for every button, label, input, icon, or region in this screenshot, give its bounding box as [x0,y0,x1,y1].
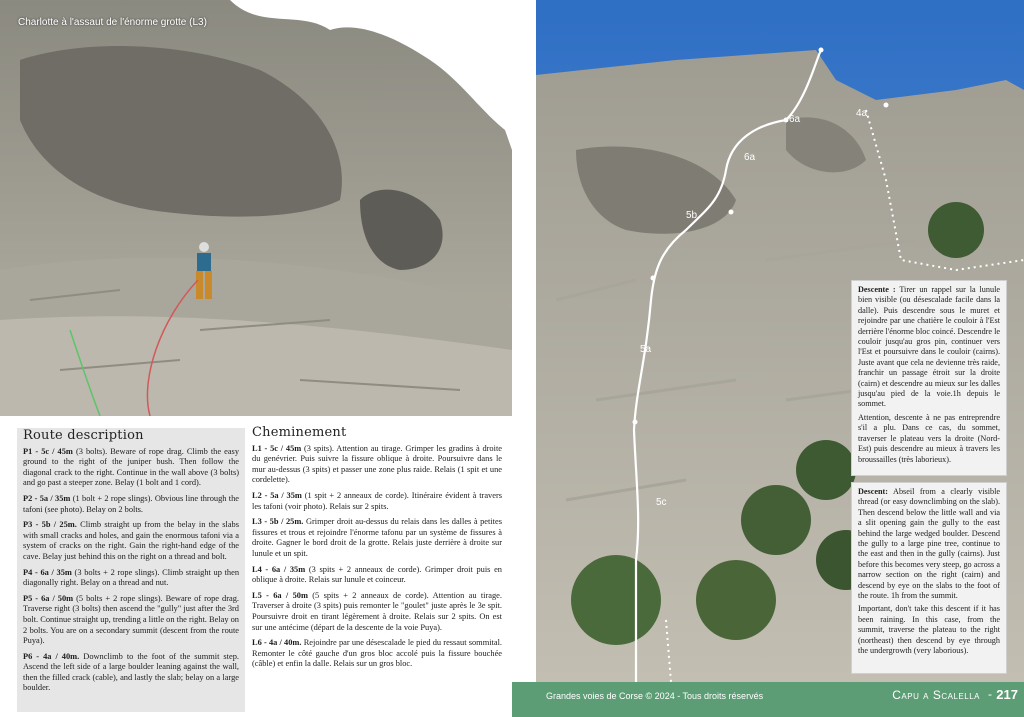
footer-copyright: Grandes voies de Corse © 2024 - Tous droits réservés [546,691,764,701]
pitch-p6: P6 - 4a / 40m. Downclimb to the foot of the summit step. Ascend the left side of a large boulder leaning against the wall, then the filled crack (cable), and lastly the slab; belay on a large boulder. [23,651,239,693]
pitch-label-5a: 5a [640,344,652,355]
pitch-p3: P3 - 5b / 25m. Climb straight up from the belay in the slabs with small cracks and holes, and gain the enormous tafoni via a system of cracks on the right. Gain the right-hand edge of the cave. Belay just behind this on the right on a thread and bolt. [23,520,239,561]
route-description-title: Route description [23,428,144,443]
page-footer [512,682,1024,717]
descent-box-fr [851,280,1007,476]
pitch-label-5c: 5c [656,497,667,508]
descent-fr-text: Tirer un rappel sur la lunule bien visible (ou désescalade facile dans la dalle). Puis descendre sous le muret et rejoindre par une chatière le couloir à l'Est derrière l'énorme bloc coincé. Descendre le couloir jusqu'au gros pin, continuer vers l'Est et poursuivre dans le couloir (cairns). Juste avant que cela ne devienne très raide, franchir un passage étroit sur la droite (cairn) et descendre au mieux sur les dalles jusqu'au pied de la voie.1h depuis le sommet. [858,285,1000,409]
pitch-l2: L2 - 5a / 35m (1 spit + 2 anneaux de corde). Itinéraire évident à travers les tafoni (voir photo). Relais sur 2 spits. [252,490,502,511]
pitch-label-6a: 6a [744,152,756,163]
pitch-p1: P1 - 5c / 45m (3 bolts). Beware of rope drag. Climb the easy ground to the right of the juniper bush. Then follow the diagonal crack to the right. Continue in the wall above (3 bolts) and go past a steeper zone. Belay (1 bolt and 1 cord). [23,446,240,488]
cheminement-fr [252,425,502,675]
pitch-l5: L5 - 6a / 50m (5 spits + 2 anneaux de corde). Attention au tirage. Traverser à droite (3 spits) puis remonter le "goulet" juste après le 3e spit. Poursuivre droit en tirant légèrement à droite. Relais sur 2 spits. On est sur une antécime (départ de la descente de la voie Puya). [252,590,502,632]
route-description-en [17,428,245,712]
descent-en-head: Descent: [858,487,889,496]
pitch-p2: P2 - 5a / 35m (1 bolt + 2 rope slings). Obvious line through the tafoni (see photo). Belay on 2 bolts. [23,493,239,514]
pitch-l4: L4 - 6a / 35m (3 spits + 2 anneaux de corde). Grimper droit puis en oblique à droite. Relais sur lunule et coinceur. [252,564,502,585]
descent-en-note: Important, don't take this descent if it has been raining. In this case, from the summit, traverse the plateau to the right (northeast) then descend by eye through the undergrowth (very laborious). [858,604,1000,656]
descent-fr-note: Attention, descente à ne pas entreprendre s'il a plu. Dans ce cas, du sommet, traverser le plateau vers la droite (Nord-Est) puis descendre au mieux à travers les broussailles (très laborieux). [858,412,1000,464]
pitch-l1: L1 - 5c / 45m (3 spits). Attention au tirage. Grimper les gradins à droite du genévrier. Puis suivre la fissure oblique à droite. Poursuivre dans le mur au-dessus (3 spits) et passer une zone plus raide. Relais (1 spit et une cordelette). [252,443,502,485]
pitch-p5: P5 - 6a / 50m (5 bolts + 2 rope slings). Beware of rope drag. Traverse right (3 bolts) then ascend the "gully" just after the 3rd bolt. Continue straight up, trending a little on the right. Belay on 2 bolts. You are on a secondary summit (descent from the route Puya). [23,593,239,646]
footer-separator: - [988,687,992,701]
pitch-p4: P4 - 6a / 35m (3 bolts + 2 rope slings). Climb straight up then diagonally right. Belay on a thread and nut. [23,567,240,588]
descent-box-en [851,482,1007,674]
pitch-label-6a-top: 6a [789,114,801,125]
climber-cave-photo [0,0,512,416]
pitch-l6: L6 - 4a / 40m. Rejoindre par une désescalade le pied du ressaut sommital. Remonter le côté gauche d'un gros bloc accolé puis la fissure bouchée (câble) et enfin la dalle. Relais sur un gros bloc. [252,638,502,669]
page-number: 217 [996,687,1018,702]
cheminement-title: Cheminement [252,425,347,440]
pitch-label-4a: 4a [856,108,868,119]
photo-caption: Charlotte à l'assaut de l'énorme grotte (L3) [18,17,207,28]
cave-illustration [0,0,512,416]
pitch-label-5b: 5b [686,210,698,221]
descent-fr-head: Descente : [858,285,896,294]
pitch-l3: L3 - 5b / 25m. Grimper droit au-dessus du relais dans les dalles à petites fissures et trous et rejoindre l'énorme tafonu par un système de fissures à droite. Gagner le bord droit de la grotte. Relais juste derrière à droite sur lunule et un spit. [252,517,502,558]
descent-en-text: Abseil from a clearly visible thread (or easy downclimbing on the slab). Then descend below the little wall and via a slit opening gain the gully to the east behind the large wedged boulder. Descend the gully to a large pine tree, continue to the east and then in the gully (cairns). Just before this becomes very steep, go across a narrow section on the right (cairn) and descend by eye on the slabs to the foot of the route. 1h from the summit. [858,487,1000,601]
footer-route-title: Capu a Scalella [892,688,980,702]
